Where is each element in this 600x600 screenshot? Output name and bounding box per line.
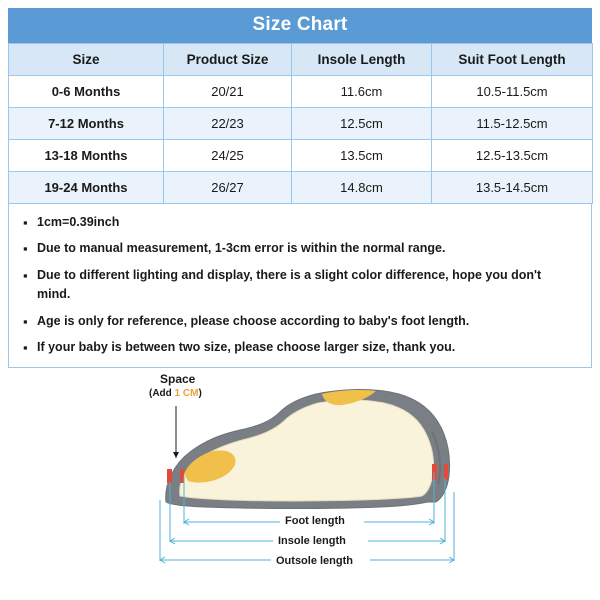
cell-size: 19-24 Months xyxy=(9,172,164,204)
cell-product-size: 22/23 xyxy=(164,108,292,140)
note-text: If your baby is between two size, please choose larger size, thank you. xyxy=(37,339,456,354)
note-text: Age is only for reference, please choose according to baby's foot length. xyxy=(37,313,470,328)
cell-suit-foot-length: 12.5-13.5cm xyxy=(432,140,593,172)
table-row xyxy=(9,108,593,140)
column-header-suit-foot-length: Suit Foot Length xyxy=(432,44,593,76)
cell-insole-length: 13.5cm xyxy=(292,140,432,172)
cell-insole-length: 14.8cm xyxy=(292,172,432,204)
bullet-icon: ▪ xyxy=(23,241,28,257)
foot-length-label: Foot length xyxy=(285,515,345,528)
note-item xyxy=(23,266,577,305)
cell-product-size: 26/27 xyxy=(164,172,292,204)
cell-product-size: 20/21 xyxy=(164,76,292,108)
note-item xyxy=(23,239,577,258)
bullet-icon: ▪ xyxy=(23,215,28,230)
cell-insole-length: 12.5cm xyxy=(292,108,432,140)
bullet-icon: ▪ xyxy=(23,339,28,355)
note-text: 1cm=0.39inch xyxy=(37,215,120,229)
column-header-insole-length: Insole Length xyxy=(292,44,432,76)
table-header-row xyxy=(9,44,593,76)
space-label: Space xyxy=(160,372,196,387)
add-value: 1 CM xyxy=(174,388,199,400)
space-leader-group xyxy=(173,406,179,458)
cell-size: 0-6 Months xyxy=(9,76,164,108)
cell-size: 13-18 Months xyxy=(9,140,164,172)
page-title: Size Chart xyxy=(8,8,592,43)
cell-suit-foot-length: 13.5-14.5cm xyxy=(432,172,593,204)
cell-insole-length: 11.6cm xyxy=(292,76,432,108)
add-space-label xyxy=(149,388,202,399)
notes-block xyxy=(8,204,592,368)
cell-suit-foot-length: 10.5-11.5cm xyxy=(432,76,593,108)
table-row xyxy=(9,76,593,108)
add-prefix: (Add xyxy=(149,388,175,400)
cell-product-size: 24/25 xyxy=(164,140,292,172)
add-suffix: ) xyxy=(198,388,202,400)
insole-length-label: Insole length xyxy=(278,535,346,548)
outsole-length-label: Outsole length xyxy=(276,555,353,568)
note-text: Due to different lighting and display, there is a slight color difference, hope you don't mind. xyxy=(37,267,542,302)
note-item xyxy=(23,338,577,357)
note-text: Due to manual measurement, 1-3cm error is within the normal range. xyxy=(37,241,446,256)
note-item xyxy=(23,312,577,331)
foot-measure-diagram xyxy=(8,372,592,584)
cell-suit-foot-length: 11.5-12.5cm xyxy=(432,108,593,140)
cell-size: 7-12 Months xyxy=(9,108,164,140)
table-row xyxy=(9,172,593,204)
bullet-icon: ▪ xyxy=(23,267,28,283)
column-header-size: Size xyxy=(9,44,164,76)
size-chart-table xyxy=(8,43,593,204)
note-item xyxy=(23,213,577,232)
foot-diagram-svg xyxy=(8,372,592,584)
bullet-icon: ▪ xyxy=(23,313,28,329)
table-row xyxy=(9,140,593,172)
column-header-product-size: Product Size xyxy=(164,44,292,76)
shoe-outline-group xyxy=(166,390,450,509)
